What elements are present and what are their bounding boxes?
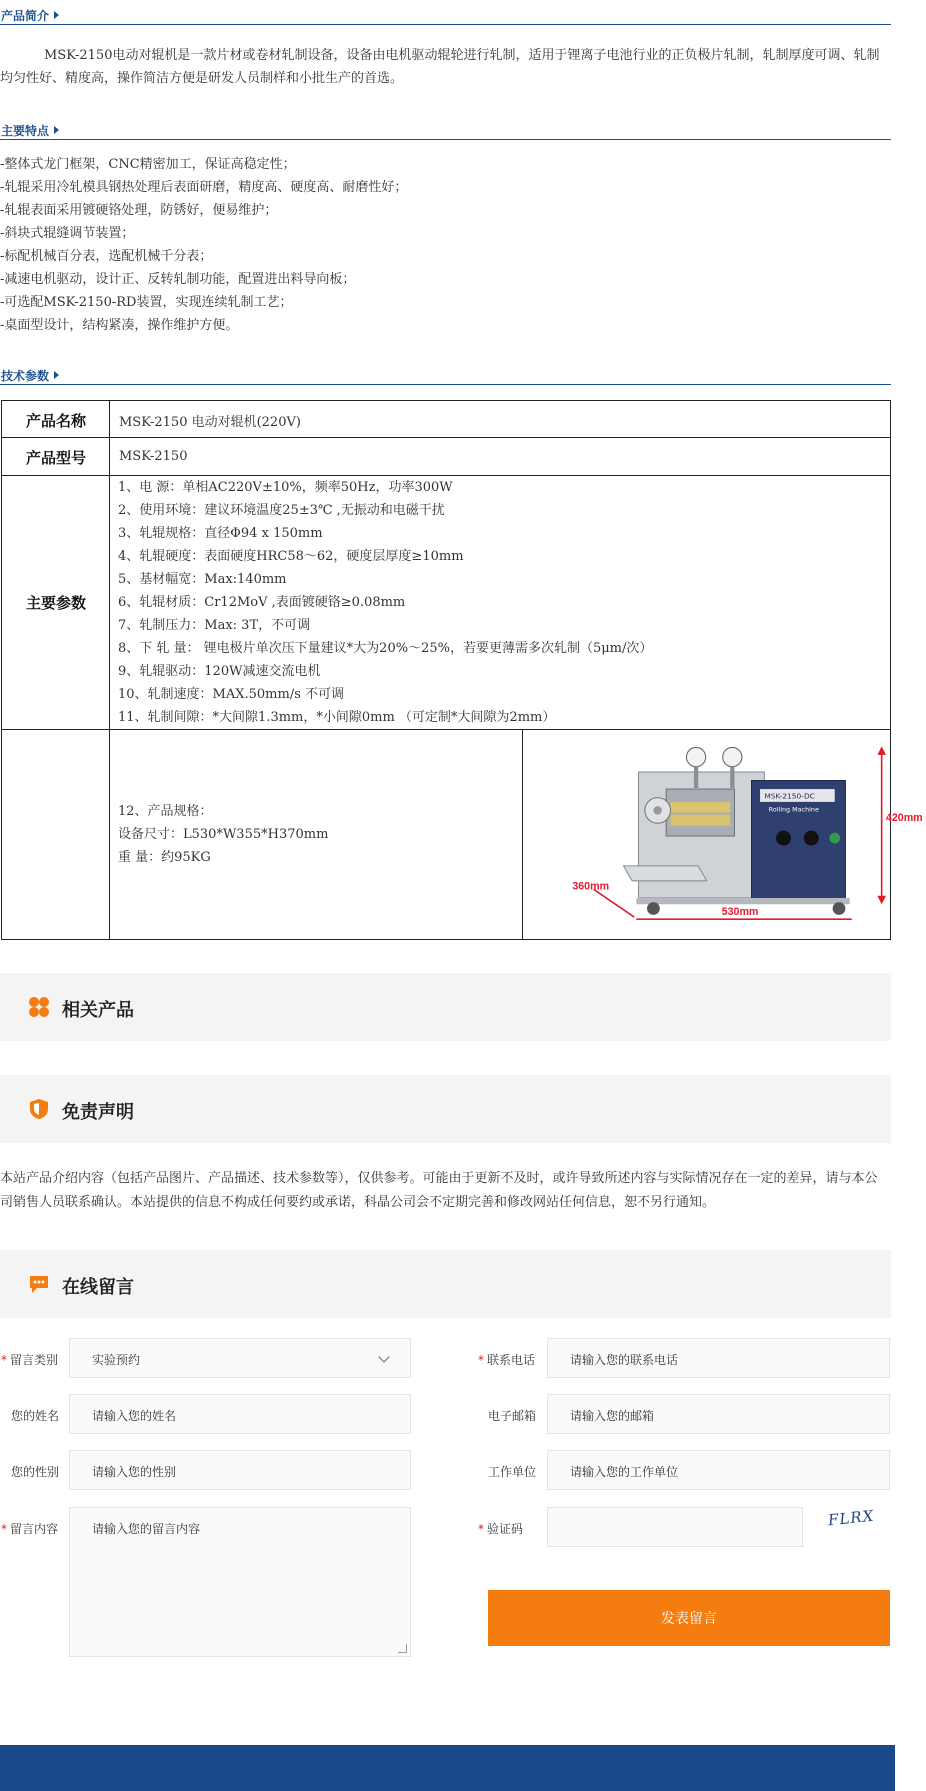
- machine-plate-label: MSK-2150-DC: [764, 791, 815, 801]
- table-rule: [2, 729, 890, 730]
- category-label: * 留言类别: [1, 1353, 59, 1367]
- captcha-label: * 验证码: [478, 1522, 524, 1536]
- triangle-right-icon: [54, 11, 59, 19]
- rolling-machine-image: [560, 740, 926, 932]
- spec-size-line: 重 量：约95KG: [118, 850, 211, 865]
- spec-size-text: [118, 800, 328, 869]
- feature-item: -轧辊表面采用镀硬铬处理，防锈好，便易维护；: [0, 203, 278, 218]
- spec-param-line: 9、轧辊驱动：120W减速交流电机: [118, 664, 321, 679]
- email-input[interactable]: 请输入您的邮箱: [547, 1394, 890, 1434]
- company-input[interactable]: 请输入您的工作单位: [547, 1450, 890, 1490]
- spec-param-line: 10、轧制速度：MAX.50mm/s 不可调: [118, 687, 345, 702]
- feature-list: [0, 153, 885, 337]
- submit-message-button[interactable]: 发表留言: [488, 1590, 890, 1646]
- section-title-features: 主要特点: [1, 124, 50, 138]
- captcha-input[interactable]: [547, 1507, 803, 1547]
- spec-param-line: 2、使用环境：建议环境温度25±3℃ ,无振动和电磁干扰: [118, 503, 445, 518]
- content-textarea[interactable]: [69, 1507, 411, 1657]
- related-products-header: [0, 973, 891, 1041]
- spec-param-line: 8、下 轧 量： 锂电极片单次压下量建议*大为20%～25%，若要更薄需多次轧制（5μm/次）: [118, 641, 653, 656]
- chat-bubble-icon: [28, 1273, 50, 1295]
- table-rule: [522, 729, 523, 939]
- product-intro-text: MSK-2150电动对辊机是一款片材或卷材轧制设备，设备由电机驱动辊轮进行轧制，适用于锂离子电池行业的正负极片轧制，轧制厚度可调、轧制均匀性好、精度高，操作简洁方便是研发人员制样和小批生产的首选。: [0, 48, 880, 86]
- chevron-down-icon: [378, 1351, 389, 1362]
- machine-plate-sub: Rolling Machine: [768, 805, 819, 814]
- gender-label: 您的性别: [11, 1465, 60, 1479]
- spec-params-list: [118, 476, 652, 729]
- dim-width-label: 530mm: [721, 905, 759, 918]
- feature-item: -桌面型设计，结构紧凑，操作维护方便。: [0, 318, 239, 333]
- message-header: [0, 1250, 891, 1318]
- spec-value-name: MSK-2150 电动对辊机(220V): [119, 415, 301, 430]
- spec-value-model: MSK-2150: [119, 449, 188, 464]
- company-label: 工作单位: [488, 1465, 537, 1479]
- feature-item: -减速电机驱动，设计正、反转轧制功能，配置进出料导向板；: [0, 272, 356, 287]
- spec-param-line: 6、轧辊材质：Cr12MoV ,表面镀硬铬≥0.08mm: [118, 595, 406, 610]
- spec-size-line: 12、产品规格：: [118, 804, 213, 819]
- feature-item: -标配机械百分表，选配机械千分表；: [0, 249, 213, 264]
- section-title-tech: 技术参数: [1, 369, 50, 383]
- spec-param-line: 11、轧制间隙：*大间隙1.3mm，*小间隙0mm （可定制*大间隙为2mm）: [118, 710, 556, 725]
- category-value: 实验预约: [92, 1353, 141, 1367]
- section-header-tech: [0, 362, 891, 385]
- message-title: 在线留言: [62, 1277, 134, 1298]
- section-title-intro: 产品简介: [1, 9, 50, 23]
- spec-param-line: 5、基材幅宽：Max:140mm: [118, 572, 287, 587]
- feature-item: -整体式龙门框架，CNC精密加工，保证高稳定性；: [0, 157, 296, 172]
- content-placeholder: 请输入您的留言内容: [92, 1522, 201, 1536]
- feature-item: -斜块式辊缝调节装置；: [0, 226, 135, 241]
- related-products-title: 相关产品: [62, 1000, 134, 1021]
- triangle-right-icon: [54, 126, 59, 134]
- disclaimer-title: 免责声明: [62, 1102, 134, 1123]
- disclaimer-text: 本站产品介绍内容（包括产品图片、产品描述、技术参数等），仅供参考。可能由于更新不及时，或许导致所述内容与实际情况存在一定的差异，请与本公司销售人员联系确认。本站提供的信息不构成任何要约或承诺，科晶公司会不定期完善和修改网站任何信息，恕不另行通知。: [0, 1171, 878, 1210]
- triangle-right-icon: [54, 371, 59, 379]
- table-rule: [2, 437, 890, 438]
- content-label: * 留言内容: [1, 1522, 59, 1536]
- category-select[interactable]: [69, 1338, 411, 1378]
- shield-icon: [28, 1098, 50, 1120]
- spec-size-line: 设备尺寸：L530*W355*H370mm: [118, 827, 329, 842]
- feature-item: -轧辊采用冷轧模具钢热处理后表面研磨，精度高、硬度高、耐磨性好；: [0, 180, 408, 195]
- spec-param-line: 1、电 源：单相AC220V±10%，频率50Hz，功率300W: [118, 480, 453, 495]
- spec-param-line: 7、轧制压力：Max: 3T，不可调: [118, 618, 311, 633]
- spec-param-line: 3、轧辊规格：直径Φ94 x 150mm: [118, 526, 323, 541]
- feature-item: -可选配MSK-2150-RD装置，实现连续轧制工艺；: [0, 295, 293, 310]
- disclaimer-header: [0, 1075, 891, 1143]
- spec-header-model: 产品型号: [25, 449, 86, 467]
- section-header-intro: [0, 2, 891, 25]
- section-header-features: [0, 117, 891, 140]
- spec-header-name: 产品名称: [25, 412, 86, 430]
- spec-param-line: 4、轧辊硬度：表面硬度HRC58～62，硬度层厚度≥10mm: [118, 549, 464, 564]
- table-rule: [109, 401, 110, 939]
- phone-label: * 联系电话: [478, 1353, 536, 1367]
- name-input[interactable]: 请输入您的姓名: [69, 1394, 411, 1434]
- captcha-image[interactable]: FLRX: [827, 1506, 876, 1530]
- email-label: 电子邮箱: [488, 1409, 537, 1423]
- footer-bar: [0, 1745, 895, 1791]
- name-label: 您的姓名: [11, 1409, 60, 1423]
- resize-handle-icon[interactable]: [398, 1644, 407, 1653]
- spec-header-params: 主要参数: [25, 594, 86, 612]
- phone-input[interactable]: 请输入您的联系电话: [547, 1338, 890, 1378]
- gender-input[interactable]: 请输入您的性别: [69, 1450, 411, 1490]
- dim-depth-label: 360mm: [572, 880, 610, 893]
- grid-icon: [28, 996, 50, 1018]
- dim-height-label: 420mm: [885, 812, 923, 825]
